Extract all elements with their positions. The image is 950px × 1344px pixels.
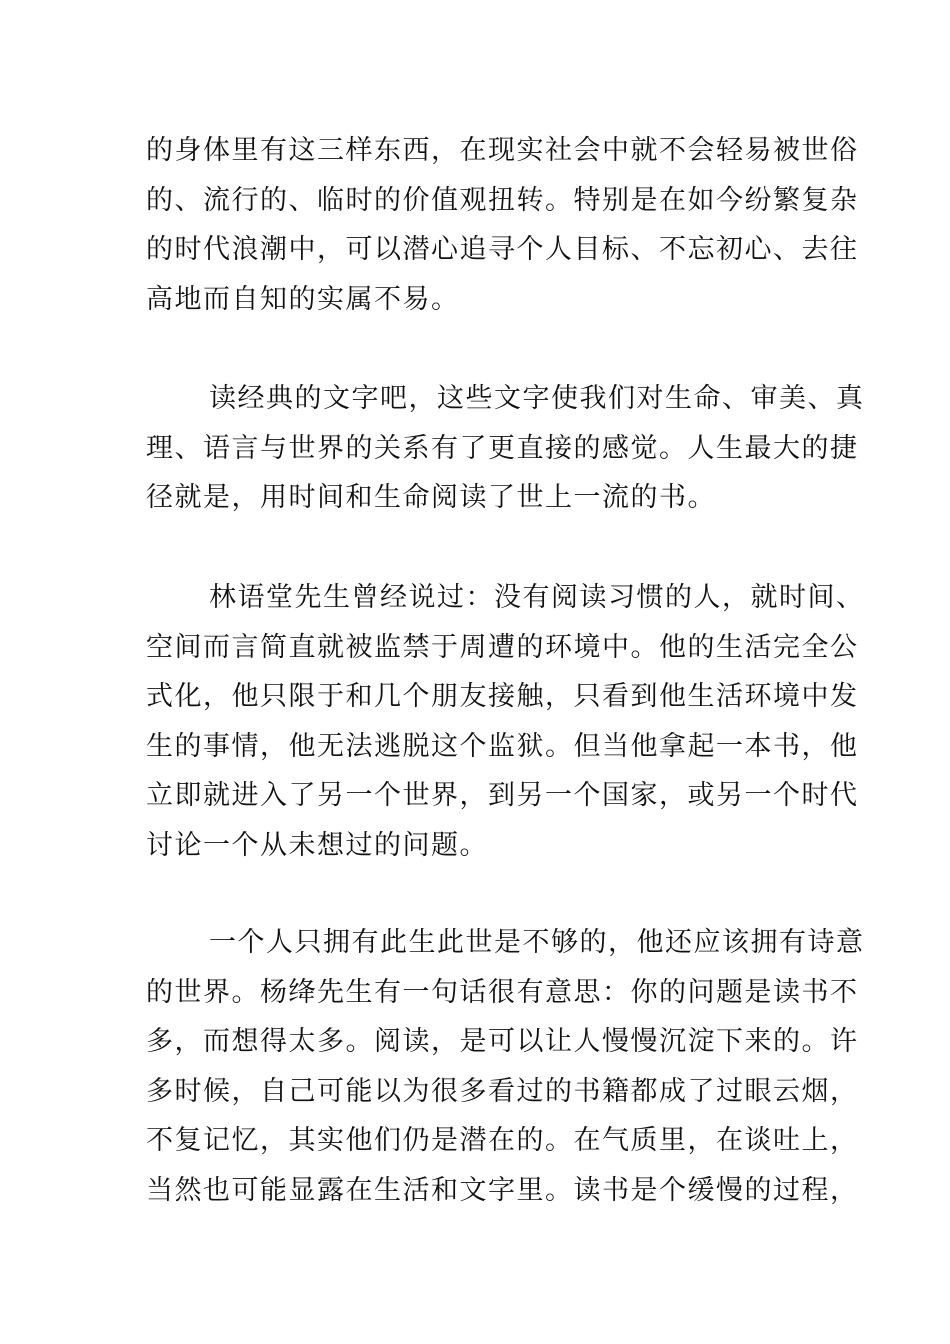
paragraph-line: 生的事情，他无法逃脱这个监狱。但当他拿起一本书，他 bbox=[146, 730, 859, 762]
paragraph-line: 高地而自知的实属不易。 bbox=[146, 283, 460, 315]
paragraph-line: 林语堂先生曾经说过：没有阅读习惯的人，就时间、 bbox=[209, 582, 865, 613]
paragraph-line: 一个人只拥有此生此世是不够的，他还应该拥有诗意 bbox=[209, 927, 865, 958]
paragraph-line: 的、流行的、临时的价值观扭转。特别是在如今纷繁复杂 bbox=[146, 184, 859, 216]
paragraph-line: 的世界。杨绛先生有一句话很有意思：你的问题是读书不 bbox=[146, 976, 859, 1008]
paragraph-3 bbox=[146, 573, 865, 870]
paragraph-line: 的时代浪潮中，可以潜心追寻个人目标、不忘初心、去往 bbox=[146, 234, 859, 265]
paragraph-line: 径就是，用时间和生命阅读了世上一流的书。 bbox=[146, 482, 716, 513]
paragraph-line: 多，而想得太多。阅读，是可以让人慢慢沉淀下来的。许 bbox=[146, 1026, 859, 1057]
paragraph-4 bbox=[146, 918, 865, 1215]
paragraph-line: 式化，他只限于和几个朋友接触，只看到他生活环境中发 bbox=[146, 681, 859, 712]
paragraph-line: 空间而言简直就被监禁于周遭的环境中。他的生活完全公 bbox=[146, 631, 859, 663]
paragraph-line: 讨论一个从未想过的问题。 bbox=[146, 829, 488, 861]
paragraph-line: 理、语言与世界的关系有了更直接的感觉。人生最大的捷 bbox=[146, 432, 859, 464]
paragraph-line: 的身体里有这三样东西，在现实社会中就不会轻易被世俗 bbox=[146, 135, 859, 166]
paragraph-2 bbox=[146, 374, 865, 523]
paragraph-line: 读经典的文字吧，这些文字使我们对生命、审美、真 bbox=[209, 383, 865, 414]
paragraph-line: 不复记忆，其实他们仍是潜在的。在气质里，在谈吐上， bbox=[146, 1125, 859, 1156]
paragraph-line: 多时候，自己可能以为很多看过的书籍都成了过眼云烟， bbox=[146, 1075, 859, 1107]
paragraph-line: 当然也可能显露在生活和文字里。读书是个缓慢的过程， bbox=[146, 1174, 859, 1206]
paragraph-1 bbox=[146, 126, 859, 324]
paragraph-line: 立即就进入了另一个世界，到另一个国家，或另一个时代 bbox=[146, 780, 859, 811]
